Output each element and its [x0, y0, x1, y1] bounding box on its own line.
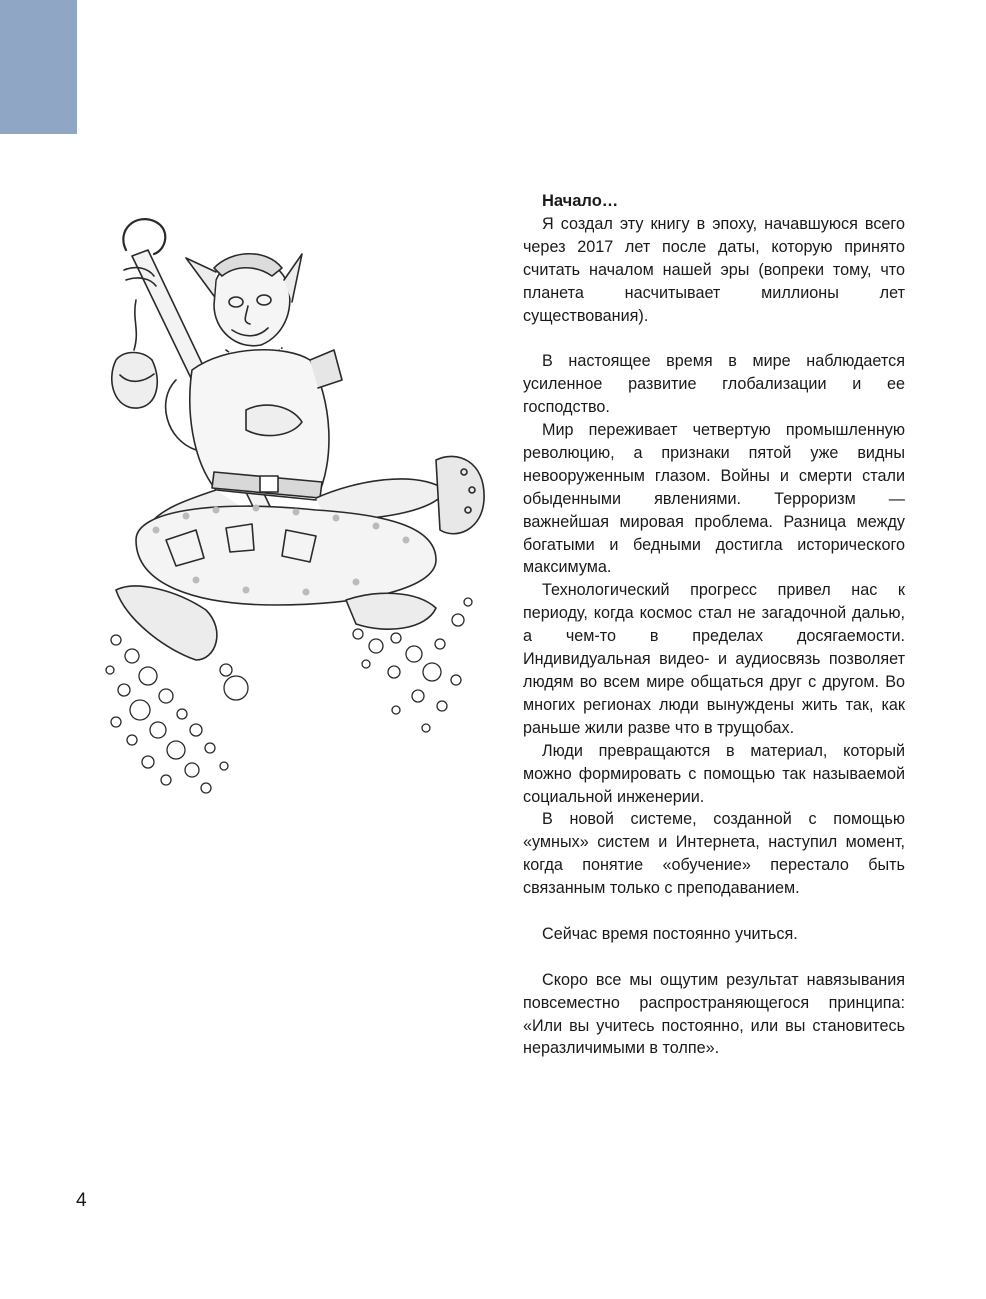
goblin-illustration: [96, 210, 496, 800]
paragraph: Я создал эту книгу в эпоху, начавшуюся всего через 2017 лет после даты, которую принято считать началом нашей эры (вопреки тому, что планета насчитывает миллионы лет существования).: [523, 214, 905, 325]
paragraph: Люди превращаются в материал, который можно формировать с помощью так называемой социальной инженерии.: [523, 741, 905, 806]
paragraph: В настоящее время в мире наблюдается усиленное развитие глобализации и ее господство.: [523, 352, 905, 417]
paragraph: Технологический прогресс привел нас к периоду, когда космос стал не загадочной далью, а чем-то в пределах досягаемости. Индивидуальная видео- и аудиосвязь позволяет людям во всем мире общаться друг с другом. Во многих регионах люди вынуждены жить так, как раньше жили разве что в трущобах.: [523, 581, 905, 737]
article-heading: Начало…: [542, 192, 619, 210]
paragraph: Мир переживает четвертую промышленную революцию, а признаки пятой уже видны невооруженным глазом. Войны и смерти стали обыденными явлениями. Терроризм — важнейшая мировая проблема. Разница между богатыми и бедными достигла исторического максимума.: [523, 421, 905, 577]
paragraph: Скоро все мы ощутим результат навязывания повсеместно распространяющегося принципа: «Или вы учитесь постоянно, или вы становитесь неразличимыми в толпе».: [523, 970, 905, 1058]
paragraph: В новой системе, созданной с помощью «умных» систем и Интернета, наступил момент, когда понятие «обучение» перестало быть связанным только с преподаванием.: [523, 810, 905, 898]
article-text: [523, 190, 905, 1060]
paragraph: Сейчас время постоянно учиться.: [542, 924, 798, 943]
corner-color-tab: [0, 0, 77, 134]
page-number: 4: [76, 1190, 87, 1211]
